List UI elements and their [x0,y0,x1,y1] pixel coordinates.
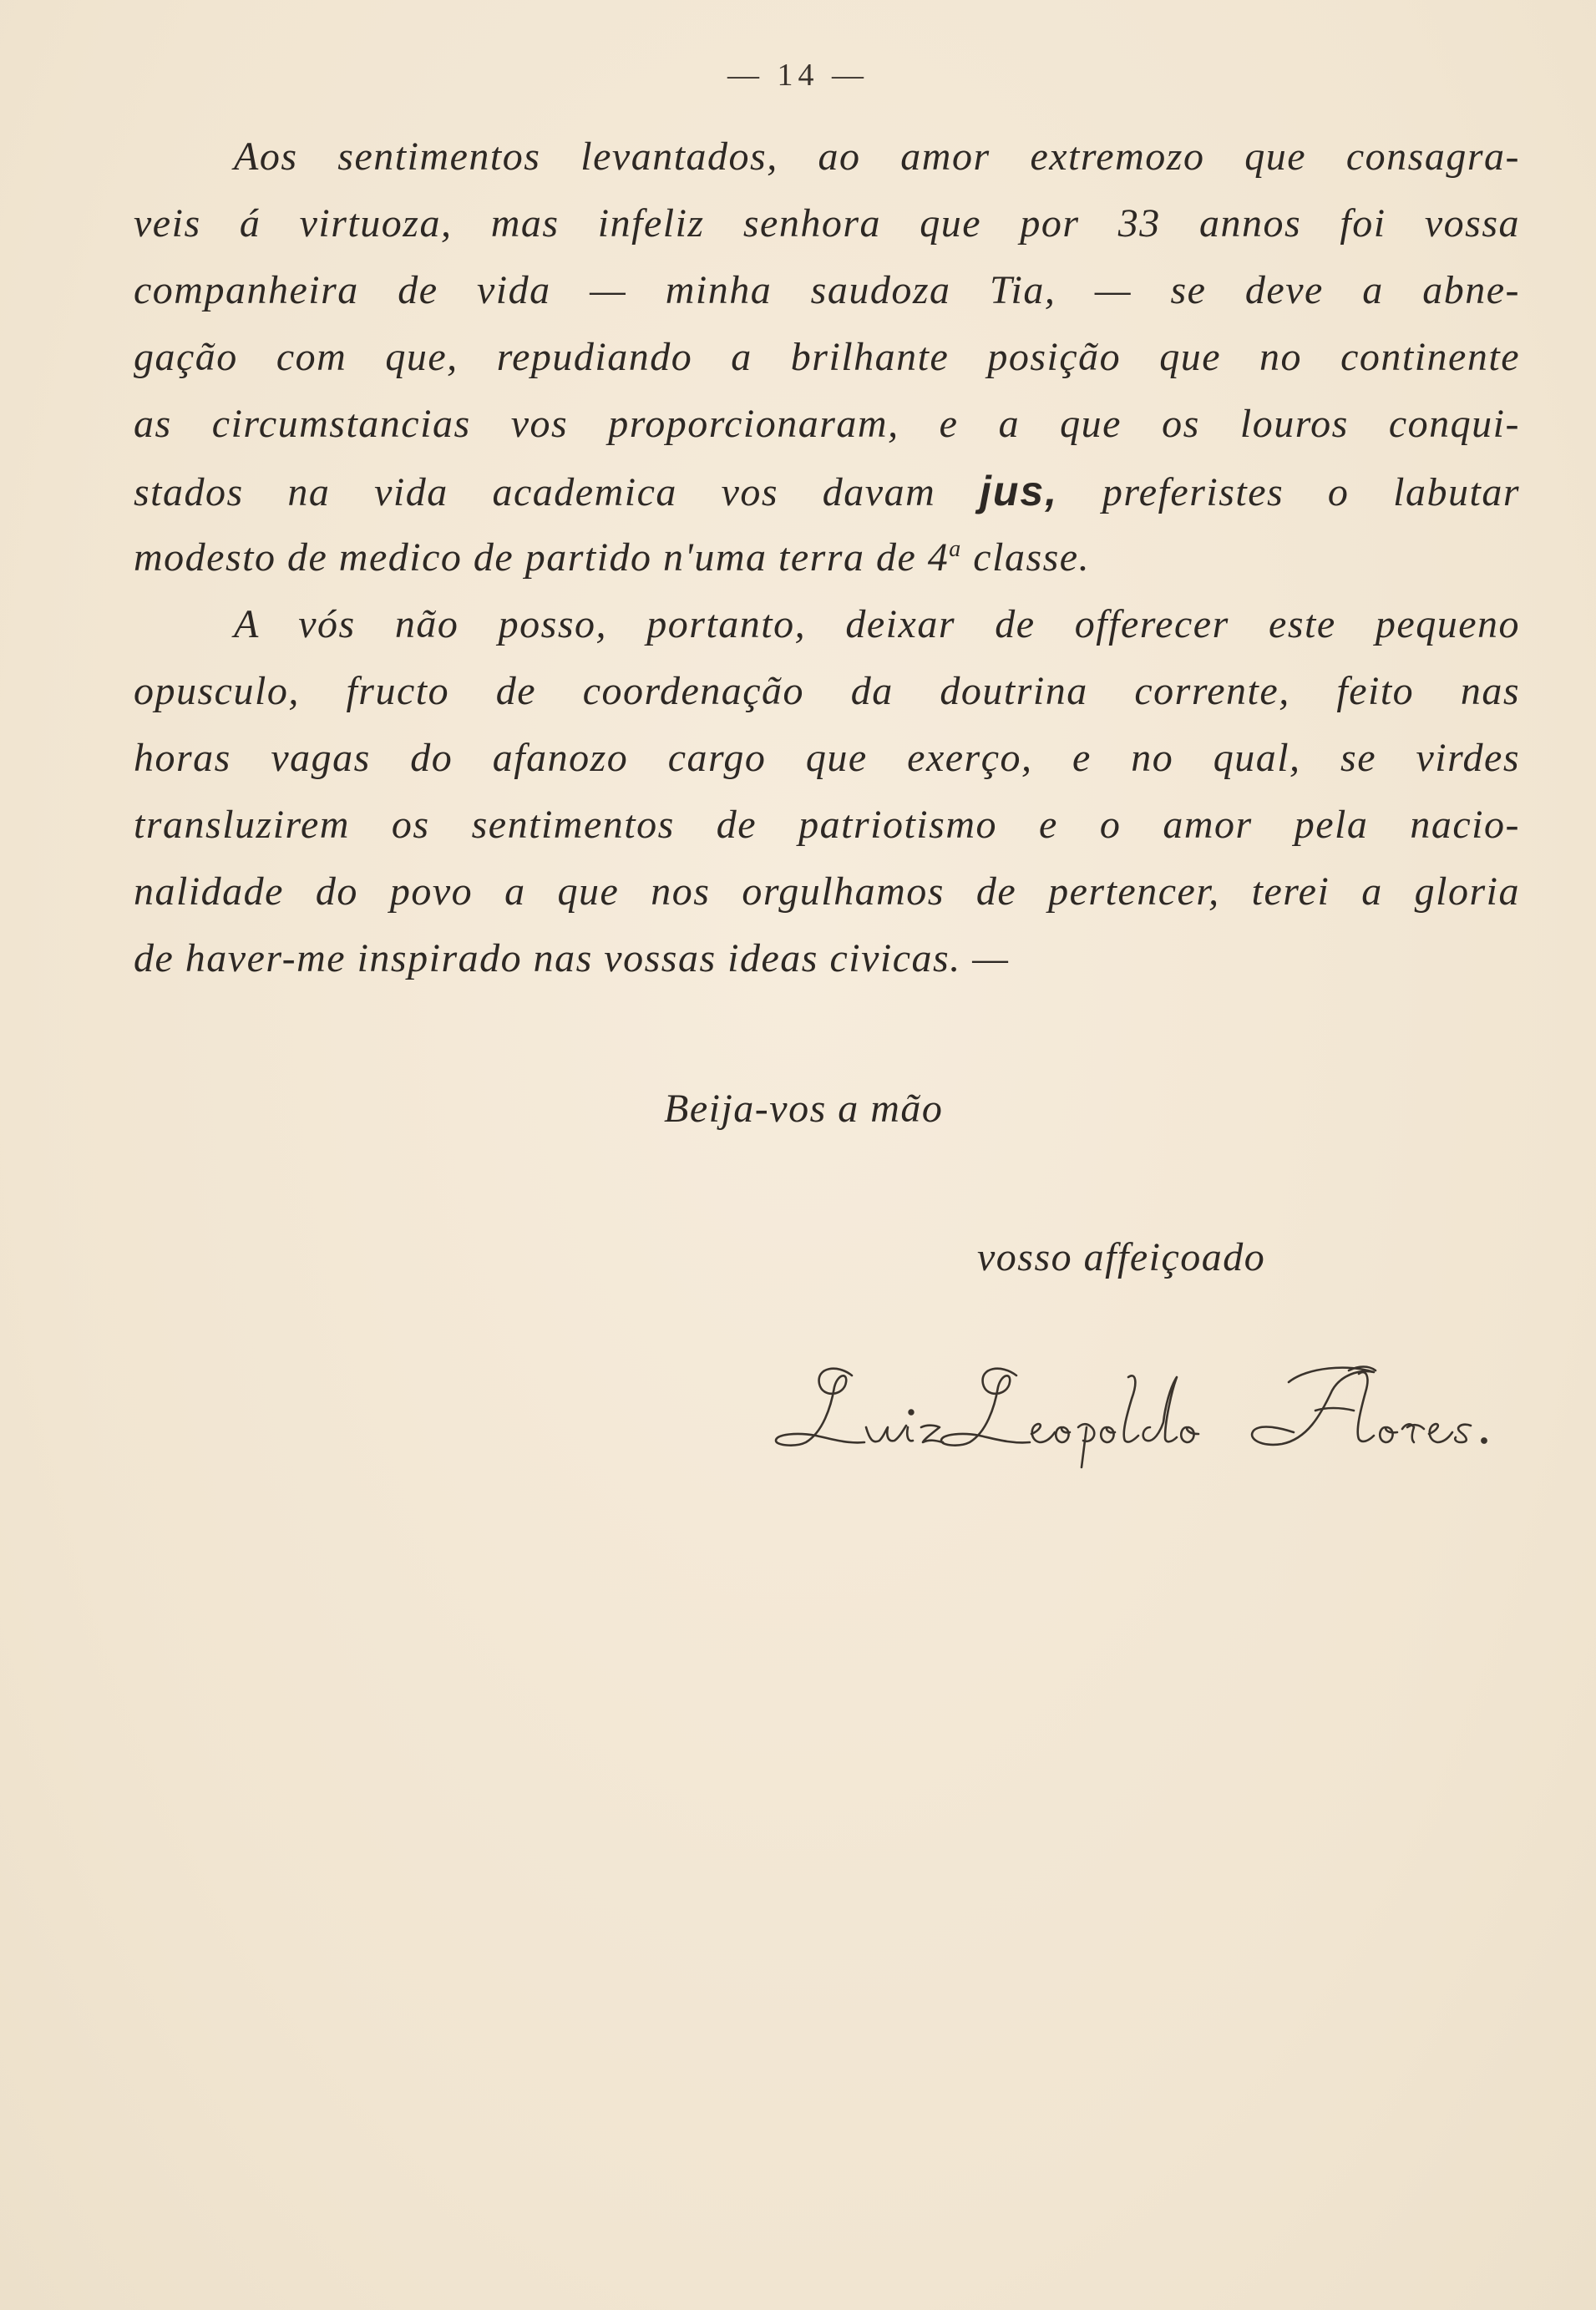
dedication-text [134,124,1520,992]
closing-greeting: Beija-vos a mão [664,1087,944,1131]
text-segment: modesto de medico de partido n'uma terra de 4 [134,535,950,580]
text-line: companheira de vida — minha saudoza Tia, — se deve a abne- [134,268,1520,312]
page-number: — 14 — [727,58,869,93]
text-line [134,524,1520,591]
superscript: a [949,536,962,562]
text-line: nalidade do povo a que nos orgulhamos de pertencer, terei a gloria [134,869,1520,914]
text-line: horas vagas do afanozo cargo que exerço, e no qual, se virdes [134,736,1520,780]
text-line: A vós não posso, portanto, deixar de offerecer este pequeno [234,602,1520,646]
text-segment: classe. [973,535,1091,580]
text-line: de haver-me inspirado nas vossas ideas civicas. — [134,936,1010,980]
text-segment: preferistes o labutar [1102,470,1521,514]
text-line: as circumstancias vos proporcionaram, e a que os louros conqui- [134,402,1520,446]
handwritten-signature [764,1340,1549,1482]
valediction: vosso affeiçoado [977,1235,1266,1279]
text-segment: stados na vida academica vos davam [134,470,936,514]
emphasized-word: jus, [980,468,1059,514]
text-line: veis á virtuoza, mas infeliz senhora que por 33 annos foi vossa [134,201,1520,246]
text-line: opusculo, fructo de coordenação da doutrina corrente, feito nas [134,669,1520,713]
text-line [134,458,1520,524]
text-line: Aos sentimentos levantados, ao amor extremozo que consagra- [234,134,1520,179]
text-line: transluzirem os sentimentos de patriotismo e o amor pela nacio- [134,803,1520,847]
text-line: gação com que, repudiando a brilhante posição que no continente [134,335,1520,379]
